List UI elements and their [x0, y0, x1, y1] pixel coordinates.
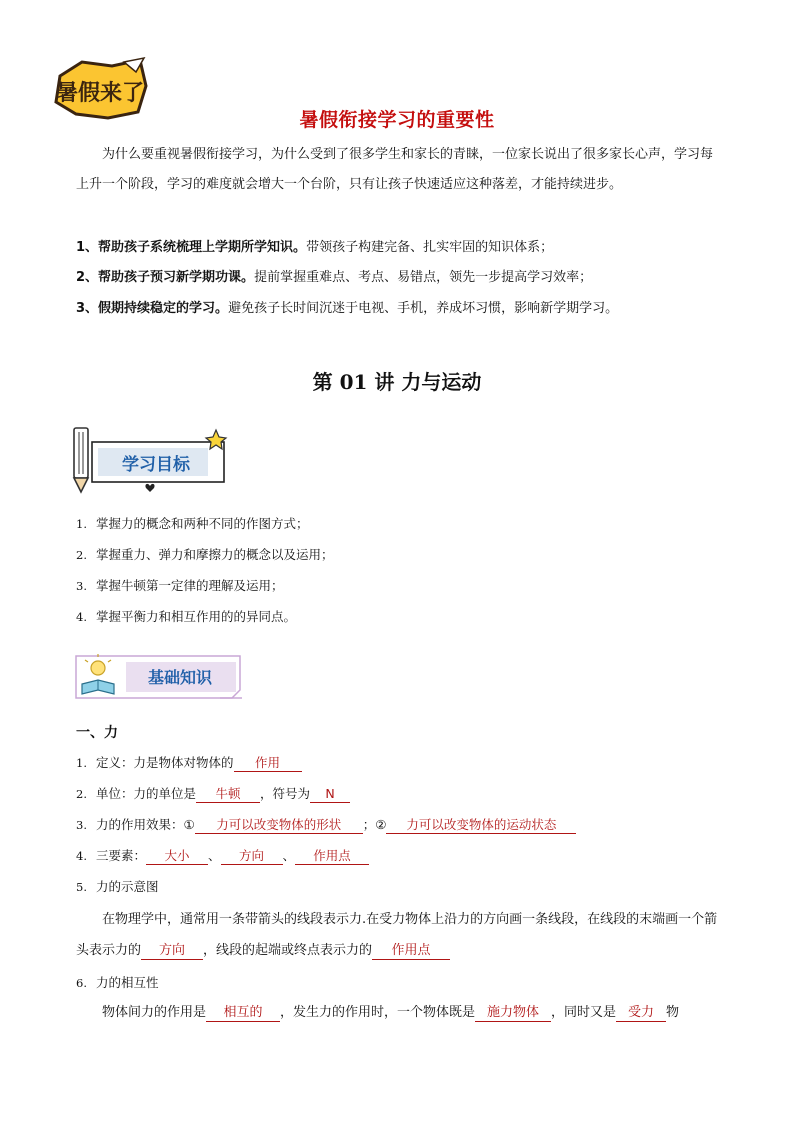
point-bold: 假期持续稳定的学习。 [98, 301, 229, 316]
answer-blank: 相互的 [206, 1004, 280, 1022]
knowledge-line-unit [76, 784, 350, 804]
point-bold: 帮助孩子预习新学期功课。 [98, 270, 255, 285]
para-text: 在物理学中，通常用一条带箭头的线段表示力.在受力物体上沿力的方向画一条线段，在线段的末端画一个箭头表示力的 [76, 912, 718, 958]
point-rest: 避免孩子长时间沉迷于电视、手机，养成坏习惯，影响新学期学习。 [228, 301, 619, 316]
answer-blank: 施力物体 [475, 1004, 551, 1022]
knowledge-line-mutual [76, 973, 159, 993]
line-number: 6. [76, 976, 87, 990]
page-title: 暑假衔接学习的重要性 [299, 109, 495, 131]
line-number: 5. [76, 880, 87, 894]
intro-point-1 [76, 233, 718, 263]
line-number: 4. [76, 849, 87, 863]
pencil-icon [74, 428, 88, 492]
point-prefix: 3、 [76, 301, 99, 316]
goal-item [76, 514, 309, 534]
point-rest: 提前掌握重难点、考点、易错点，领先一步提高学习效率； [254, 270, 593, 285]
lecture-title: 第 01 讲 力与运动 [312, 370, 482, 394]
goal-text: 掌握力的概念和两种不同的作图方式； [96, 516, 309, 531]
line-text: ，符号为 [260, 786, 311, 801]
section-heading: 一、力 [76, 725, 118, 741]
answer-blank: 受力 [616, 1004, 666, 1022]
line-text: 力的相互性 [96, 975, 159, 990]
line-text: 力的作用效果：① [96, 817, 195, 832]
line-number: 2. [76, 787, 87, 801]
knowledge-line-definition [76, 753, 302, 773]
goal-item [76, 545, 334, 565]
line-text: 三要素： [96, 848, 147, 863]
goal-item [76, 607, 296, 627]
intro-paragraph: 为什么要重视暑假衔接学习，为什么受到了很多学生和家长的青睐，一位家长说出了很多家长心声，学习每上升一个阶段，学习的难度就会增大一个台阶，只有让孩子快速适应这种落差，才能持续进步。 [76, 147, 714, 192]
answer-blank: 力可以改变物体的运动状态 [386, 816, 576, 834]
point-rest: 带领孩子构建完备、扎实牢固的知识体系； [306, 240, 554, 255]
knowledge-line-effect [76, 815, 576, 835]
basics-badge-label: 基础知识 [147, 668, 213, 687]
knowledge-line-elements [76, 846, 369, 866]
answer-blank: 大小 [146, 847, 208, 865]
answer-blank: 作用 [234, 754, 302, 772]
intro-point-3 [76, 294, 718, 324]
answer-blank: 力可以改变物体的形状 [195, 816, 363, 834]
answer-blank: 方向 [141, 942, 203, 960]
goal-text: 掌握平衡力和相互作用的的异同点。 [96, 609, 297, 624]
point-prefix: 2、 [76, 270, 99, 285]
goal-item [76, 576, 284, 596]
para-text: 物体间力的作用是 [102, 1005, 207, 1020]
para-text: ，线段的起端或终点表示力的 [203, 943, 373, 958]
line-number: 3. [76, 818, 87, 832]
answer-blank: 方向 [221, 847, 283, 865]
goal-text: 掌握重力、弹力和摩擦力的概念以及运用； [96, 547, 334, 562]
goal-number: 4. [76, 610, 87, 624]
para-text: ，发生力的作用时，一个物体既是 [280, 1005, 476, 1020]
answer-blank: 牛顿 [196, 785, 260, 803]
goal-text: 掌握牛顿第一定律的理解及运用； [96, 578, 284, 593]
goals-badge-label: 学习目标 [122, 455, 190, 475]
point-bold: 帮助孩子系统梳理上学期所学知识。 [98, 240, 307, 255]
goals-badge [68, 424, 238, 496]
line-text: 定义：力是物体对物体的 [96, 755, 234, 770]
point-prefix: 1、 [76, 240, 99, 255]
diagram-paragraph [76, 904, 718, 966]
goal-number: 2. [76, 548, 87, 562]
line-text: 、 [208, 848, 221, 863]
basics-badge [70, 652, 246, 702]
heart-icon [145, 484, 154, 492]
logo-text: 暑假来了 [55, 81, 145, 106]
answer-blank: 作用点 [295, 847, 369, 865]
line-text: 、 [282, 848, 296, 863]
goal-number: 1. [76, 517, 87, 531]
para-text: 物 [666, 1005, 680, 1020]
line-number: 1. [76, 756, 87, 770]
line-text: ；② [362, 817, 387, 832]
para-text: ，同时又是 [551, 1005, 617, 1020]
answer-blank: 作用点 [372, 942, 450, 960]
goal-number: 3. [76, 579, 87, 593]
line-text: 力的示意图 [96, 879, 159, 894]
mutual-paragraph [76, 998, 718, 1028]
intro-point-2 [76, 263, 718, 293]
line-text: 单位：力的单位是 [96, 786, 197, 801]
knowledge-line-diagram [76, 877, 159, 897]
answer-blank: N [310, 785, 350, 803]
